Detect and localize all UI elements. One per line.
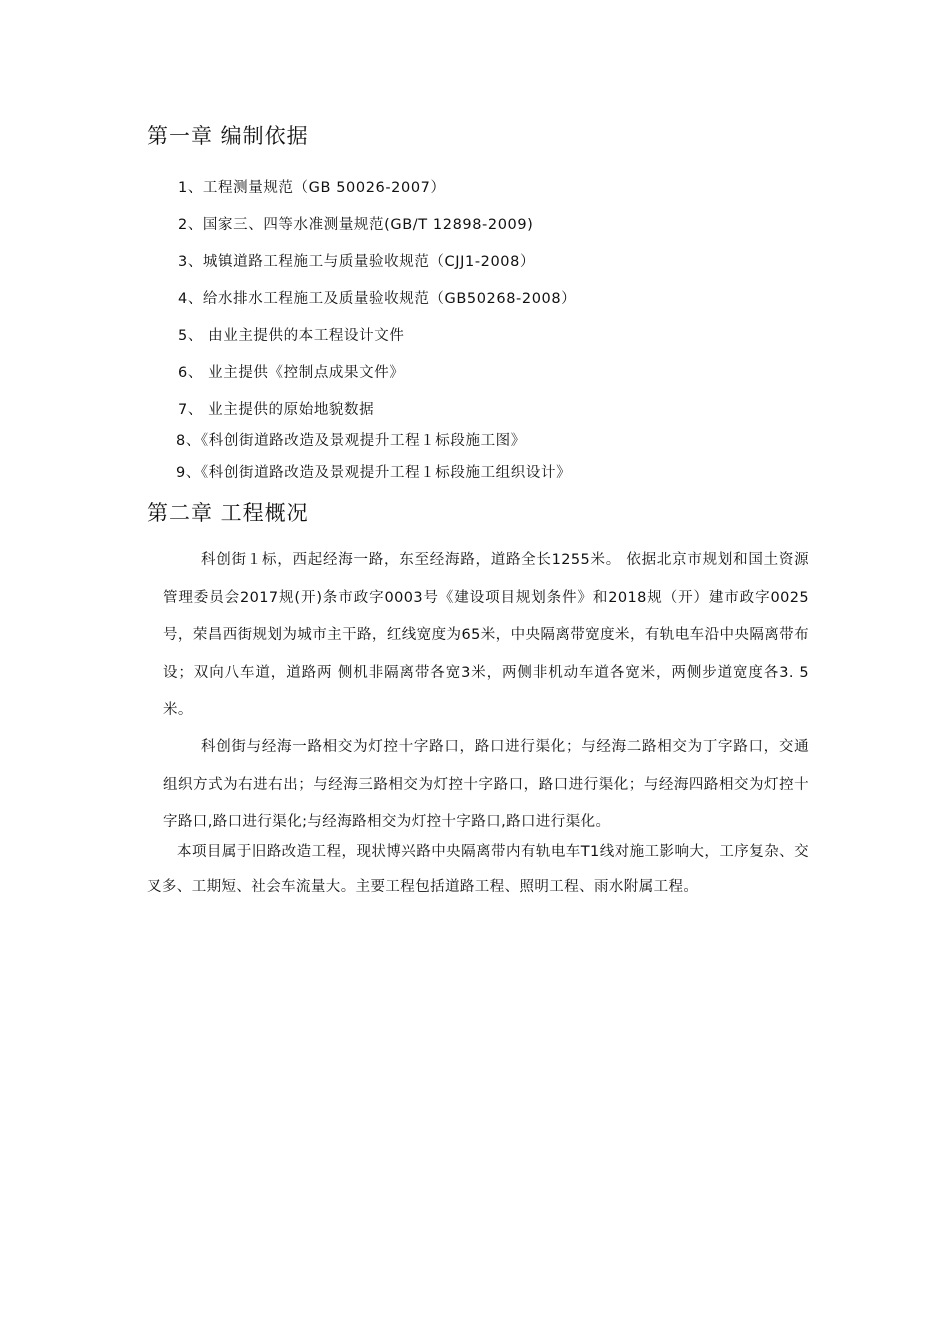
basis-item-8: 8、《科创街道路改造及景观提升工程１标段施工图》 [176, 433, 526, 449]
basis-item-1: 1、工程测量规范（GB 50026-2007） [178, 180, 446, 196]
basis-item-4: 4、给水排水工程施工及质量验收规范（GB50268-2008） [178, 291, 577, 307]
basis-item-2: 2、国家三、四等水准测量规范(GB/T 12898-2009) [178, 217, 534, 233]
overview-paragraph-3: 本项目属于旧路改造工程，现状博兴路中央隔离带内有轨电车T1线对施工影响大，工序复杂、交叉多、工期短、社会车流量大。主要工程包括道路工程、照明工程、雨水附属工程。 [147, 844, 809, 895]
basis-item-5: 5、 由业主提供的本工程设计文件 [178, 328, 405, 344]
basis-item-7: 7、 业主提供的原始地貌数据 [178, 402, 375, 418]
overview-paragraph-1: 科创街１标，西起经海一路，东至经海路，道路全长1255米。 依据北京市规划和国土资源管理委员会2017规(开)条市政字0003号《建设项目规划条件》和2018规（开）建市政字0025号，荣昌西街规划为城市主干路，红线宽度为65米，中央隔离带宽度米，有轨电车沿中央隔离带布设；双向八车道，道路两 侧机非隔离带各宽3米，两侧非机动车道各宽米，两侧步道宽度各3. 5米。 [163, 552, 809, 718]
chapter-1-title: 第一章 编制依据 [147, 124, 309, 148]
basis-item-9: 9、《科创街道路改造及景观提升工程１标段施工组织设计》 [176, 465, 572, 481]
overview-paragraph-2: 科创街与经海一路相交为灯控十字路口，路口进行渠化；与经海二路相交为丁字路口，交通组织方式为右进右出；与经海三路相交为灯控十字路口，路口进行渠化；与经海四路相交为灯控十字路口,路口进行渠化;与经海路相交为灯控十字路口,路口进行渠化。 [163, 739, 809, 830]
basis-item-3: 3、城镇道路工程施工与质量验收规范（CJJ1-2008） [178, 254, 536, 270]
chapter-2-title: 第二章 工程概况 [147, 501, 309, 525]
basis-item-6: 6、 业主提供《控制点成果文件》 [178, 365, 405, 381]
